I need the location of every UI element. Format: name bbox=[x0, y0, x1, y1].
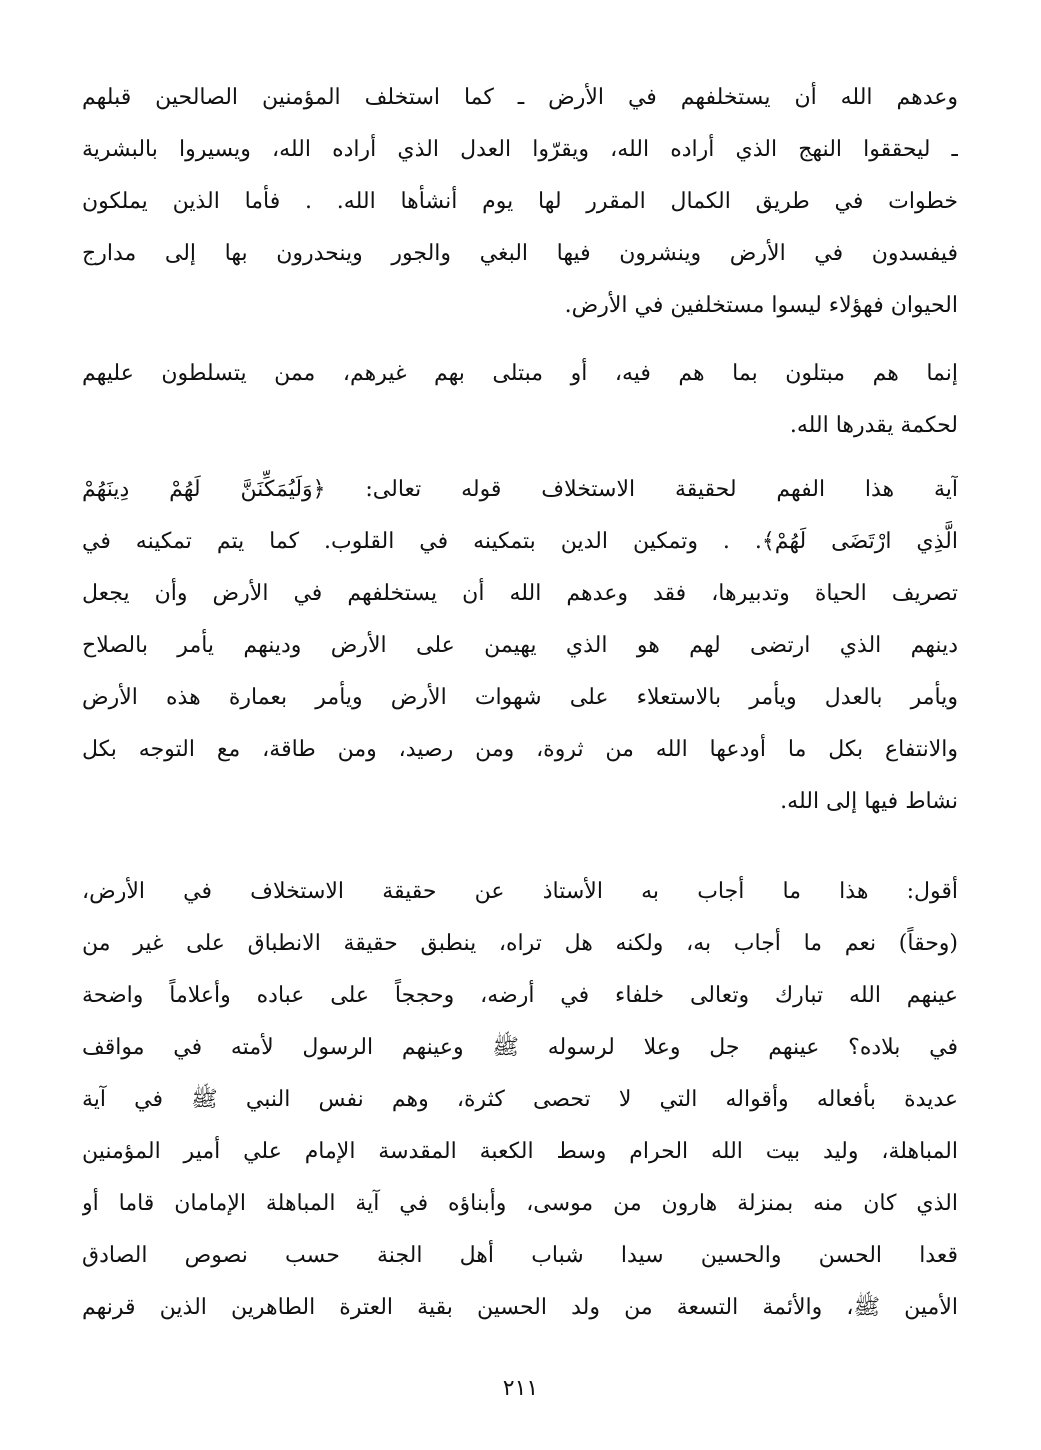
text-line: قعدا الحسن والحسين سيدا شباب أهل الجنة حسب نصوص الصادق bbox=[82, 1243, 958, 1268]
text-line: والانتفاع بكل ما أودعها الله من ثروة، ومن رصيد، ومن طاقة، مع التوجه بكل bbox=[82, 737, 958, 762]
text-line: فيفسدون في الأرض وينشرون فيها البغي والجور وينحدرون بها إلى مدارج bbox=[82, 241, 958, 266]
text-line: في بلاده؟ عينهم جل وعلا لرسوله ﷺ وعينهم الرسول لأمته في مواقف bbox=[82, 1035, 958, 1060]
text-line: خطوات في طريق الكمال المقرر لها يوم أنشأها الله. . فأما الذين يملكون bbox=[82, 189, 958, 214]
text-line: ويأمر بالعدل ويأمر بالاستعلاء على شهوات الأرض ويأمر بعمارة هذه الأرض bbox=[82, 685, 958, 710]
text-line: أقول: هذا ما أجاب به الأستاذ عن حقيقة الاستخلاف في الأرض، bbox=[82, 879, 958, 904]
paragraph-4 bbox=[82, 866, 958, 1334]
text-line: دينهم الذي ارتضى لهم هو الذي يهيمن على الأرض ودينهم يأمر بالصلاح bbox=[82, 633, 958, 658]
text-line: نشاط فيها إلى الله. bbox=[780, 789, 958, 814]
text-line: (وحقاً) نعم ما أجاب به، ولكنه هل تراه، ينطبق حقيقة الانطباق على غير من bbox=[82, 931, 958, 956]
paragraph-1 bbox=[82, 72, 958, 332]
page-number: ٢١١ bbox=[502, 1376, 539, 1401]
text-line: ـ ليحققوا النهج الذي أراده الله، ويقرّوا العدل الذي أراده الله، ويسيروا بالبشرية bbox=[82, 137, 958, 162]
quran-verse-line: الَّذِي ارْتَضَى لَهُمْ﴾. . وتمكين الدين بتمكينه في القلوب. كما يتم تمكينه في bbox=[82, 529, 958, 554]
text-line: إنما هم مبتلون بما هم فيه، أو مبتلى بهم غيرهم، ممن يتسلطون عليهم bbox=[82, 361, 958, 386]
text-line: وعدهم الله أن يستخلفهم في الأرض ـ كما استخلف المؤمنين الصالحين قبلهم bbox=[82, 85, 958, 110]
text-line: المباهلة، وليد بيت الله الحرام وسط الكعبة المقدسة الإمام علي أمير المؤمنين bbox=[82, 1139, 958, 1164]
text-line: تصريف الحياة وتدبيرها، فقد وعدهم الله أن يستخلفهم في الأرض وأن يجعل bbox=[82, 581, 958, 606]
text-line: عينهم الله تبارك وتعالى خلفاء في أرضه، وحججاً على عباده وأعلاماً واضحة bbox=[82, 983, 958, 1008]
quran-verse-line: آية هذا الفهم لحقيقة الاستخلاف قوله تعالى: ﴿وَلَيُمَكِّنَنَّ لَهُمْ دِينَهُمْ bbox=[82, 477, 958, 502]
paragraph-3 bbox=[82, 464, 958, 828]
text-line: لحكمة يقدرها الله. bbox=[789, 413, 958, 438]
text-line: الحيوان فهؤلاء ليسوا مستخلفين في الأرض. bbox=[564, 293, 958, 318]
text-line: عديدة بأفعاله وأقواله التي لا تحصى كثرة، وهم نفس النبي ﷺ في آية bbox=[82, 1087, 958, 1112]
paragraph-2 bbox=[82, 348, 958, 452]
text-line: الذي كان منه بمنزلة هارون من موسى، وأبناؤه في آية المباهلة الإمامان قاما أو bbox=[82, 1191, 958, 1216]
text-line: الأمين ﷺ، والأئمة التسعة من ولد الحسين بقية العترة الطاهرين الذين قرنهم bbox=[82, 1295, 958, 1320]
